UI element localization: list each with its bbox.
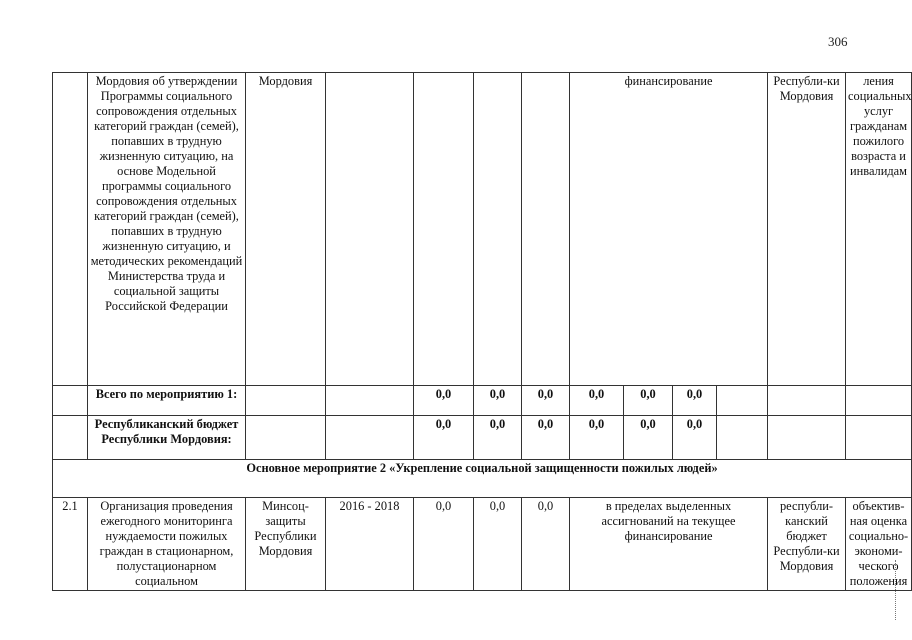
total-budget-value: 0,0: [570, 416, 624, 460]
cell-financing: финансирование: [570, 73, 768, 386]
total-budget-value: 0,0: [522, 416, 570, 460]
cell-source: республи-канский бюджет Республи-ки Мордовия: [768, 498, 846, 591]
scan-artifact: [895, 560, 899, 620]
total-budget-value: 0,0: [474, 416, 522, 460]
total-event-value: 0,0: [474, 386, 522, 416]
cell-empty: [768, 386, 846, 416]
table-row-task-2-1: [53, 498, 912, 591]
cell-value: 0,0: [474, 498, 522, 591]
total-budget-label: Республиканский бюджет Республики Мордовия:: [88, 416, 246, 460]
cell-num: [53, 416, 88, 460]
total-event-label: Всего по мероприятию 1:: [88, 386, 246, 416]
cell-result: объектив-ная оценка социально-экономи-ческого положения: [846, 498, 912, 591]
cell-num: 2.1: [53, 498, 88, 591]
cell-description: Организация проведения ежегодного мониторинга нуждаемости пожилых граждан в стационарном, полустационарном социальном: [88, 498, 246, 591]
total-event-value: 0,0: [414, 386, 474, 416]
cell-executor: Минсоц-защиты Республики Мордовия: [246, 498, 326, 591]
cell-value: [474, 73, 522, 386]
table-row-total-budget: [53, 416, 912, 460]
program-activities-table: [52, 72, 912, 591]
total-budget-value: 0,0: [624, 416, 673, 460]
cell-empty: [846, 416, 912, 460]
cell-empty: [326, 416, 414, 460]
page-number: 306: [828, 34, 848, 49]
total-event-value: 0,0: [673, 386, 717, 416]
table-row-section: [53, 460, 912, 498]
total-budget-value: 0,0: [414, 416, 474, 460]
cell-empty: [246, 386, 326, 416]
cell-empty: [846, 386, 912, 416]
cell-empty: [246, 416, 326, 460]
cell-empty: [717, 386, 768, 416]
cell-value: [522, 73, 570, 386]
cell-empty: [326, 386, 414, 416]
cell-period: [326, 73, 414, 386]
cell-source: Республи-ки Мордовия: [768, 73, 846, 386]
table-row-continuation: [53, 73, 912, 386]
cell-result: ления социальных услуг гражданам пожилого возраста и инвалидам: [846, 73, 912, 386]
cell-value: [414, 73, 474, 386]
total-event-value: 0,0: [522, 386, 570, 416]
total-event-value: 0,0: [624, 386, 673, 416]
total-budget-value: 0,0: [673, 416, 717, 460]
cell-empty: [717, 416, 768, 460]
cell-value: 0,0: [414, 498, 474, 591]
cell-executor: Мордовия: [246, 73, 326, 386]
cell-num: [53, 73, 88, 386]
cell-value: 0,0: [522, 498, 570, 591]
cell-period: 2016 - 2018: [326, 498, 414, 591]
total-event-value: 0,0: [570, 386, 624, 416]
section-title: Основное мероприятие 2 «Укрепление социальной защищенности пожилых людей»: [53, 460, 912, 498]
cell-financing: в пределах выделенных ассигнований на текущее финансирование: [570, 498, 768, 591]
cell-empty: [768, 416, 846, 460]
cell-num: [53, 386, 88, 416]
table-row-total-event: [53, 386, 912, 416]
cell-description: Мордовия об утверждении Программы социального сопровождения отдельных категорий граждан (семей), попавших в трудную жизненную ситуацию, на основе Модельной программы социального сопровождения отдельных категорий граждан (семей), попавших в трудную жизненную ситуацию, и методических рекомендаций Министерства труда и социальной защиты Российской Федерации: [88, 73, 246, 386]
